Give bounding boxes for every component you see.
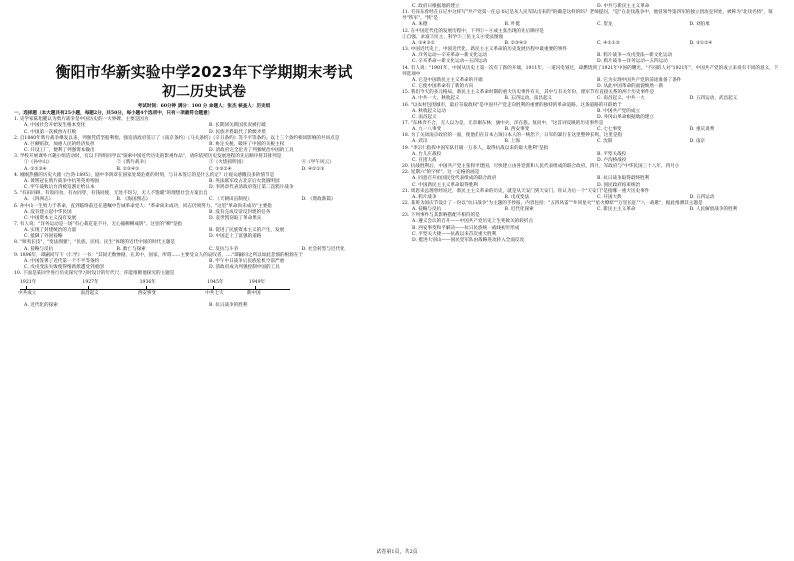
- answer-option: B. 抗日战争取得最终胜利: [597, 176, 650, 182]
- answer-option: D. ③①②④: [689, 40, 713, 46]
- timeline-year: 1945年: [207, 280, 224, 286]
- answer-option: D. 国民政府结束统治: [597, 182, 641, 188]
- answer-option: B. 协定关税，破坏了中国的关税主权: [209, 141, 285, 147]
- answer-option: B. 促进了民族资本主义的产生、发展: [209, 228, 285, 234]
- answer-option: C. ①③②④: [209, 166, 232, 172]
- answer-option: C. 开国大典: [597, 194, 622, 200]
- answer-option: C. 政府日根据地的建立: [412, 4, 460, 9]
- question-text: 18. 为了关闭南京政府的一面，使他们在日本占领日本人的一统治下，日军的暴行在这里整钟长鸣。这里是指: [402, 133, 623, 139]
- answer-option: A. 它是中国新民主主义革命的开端: [412, 77, 483, 83]
- answer-option: B. 五四运动、南昌起义: [504, 96, 553, 102]
- timeline-year: 1921年: [20, 280, 37, 286]
- answer-option: C. 南昌起义、中共一大: [597, 96, 645, 102]
- timeline-tick: [26, 286, 27, 289]
- answer-option: ③《火烧圆明园》: [209, 160, 246, 166]
- answer-option: A. 九一八事变: [412, 127, 442, 133]
- answer-option: D. 井冈山革命根据地的建立: [597, 114, 654, 120]
- answer-option: A. 中共一大、秋收起义: [412, 96, 460, 102]
- option-group: [402, 176, 782, 188]
- answer-option: A. ①②③④: [24, 166, 47, 172]
- answer-option: B. ②③④①: [504, 40, 528, 46]
- answer-option: C. 贺龙: [597, 22, 613, 28]
- right-questions: [402, 4, 782, 244]
- answer-option: B. 西安事变: [504, 127, 530, 133]
- question-text: 9. 1896年，谭嗣同写下《仁学》一书："其间无数惨剧，在其中，国家，所谓......主要受众人的哀叹者，...."谭嗣同之所以如此悲愤的根源在于: [14, 252, 304, 258]
- question-text: 19. "李宗仁指挥中国军队打破一万多人，取得抗战以来的最大胜利"是指: [402, 145, 549, 151]
- answer-option: D. 挺进大别山——国民党军队由战略进攻转入全面反攻: [412, 237, 525, 243]
- answer-option: A. 侵略与反抗: [24, 246, 54, 252]
- answer-option: B. ②③④①: [116, 166, 140, 172]
- answer-option: D. 刘伯承: [689, 22, 710, 28]
- answer-option: ④《甲午风云》: [301, 160, 334, 166]
- answer-option: B. 鸦片战争—戊戌变法—新文化运动: [597, 53, 673, 59]
- exam-title: 衡阳市华新实验中学2023年下学期期末考试: [55, 63, 353, 81]
- timeline-tick: [255, 286, 256, 289]
- answer-option: D. 中国走上了富强的道路: [209, 234, 262, 240]
- question-text: 22. 星期六"的字样"，这一定格的画是: [402, 170, 480, 176]
- exam-subtitle: 初二历史试卷: [162, 84, 246, 100]
- question-text: 10. 下面是某同学进行历史探究学习时设计的年代尺，你能推断他探究的主题是: [14, 271, 175, 277]
- option-group: [14, 123, 394, 135]
- question-text: 2. 自1840年鸦片战争爆发以来，列强凭借坚船利炮，强迫清政府签订了《南京条约》《马关条约》《辛丑条约》等不平等条约。以上三个条约相同影响的共同点是: [14, 135, 340, 141]
- answer-option: A. 鸦片战争: [412, 194, 437, 200]
- question-text: 16. "以农村包围城市，最后夺取政权"是中国共产党走向胜利的重要的独特的革命道路。这条道路的开辟始于: [402, 102, 622, 108]
- question-text: 23. 下列事件与其影响搭配不相符的是: [402, 213, 480, 219]
- answer-option: B. 西安事变和平解决——抗日民族统一战线初步形成: [412, 225, 520, 231]
- option-group: [14, 167, 394, 173]
- answer-option: C. 七七事变: [597, 127, 622, 133]
- timeline-tick: [88, 286, 89, 289]
- answer-option: D. 五四运动、武昌起义: [689, 96, 738, 102]
- answer-option: B. 叶挺: [504, 22, 520, 28]
- answer-option: B. 中国共产党的成立: [597, 108, 641, 114]
- answer-option: B. 它为实现中国共产党的前途准备了条件: [597, 77, 682, 83]
- question-text: 1. 史学家陈旭麓认为鸦片战争是中国历史的一大界碑。主要是因为: [14, 117, 149, 123]
- timeline-event: 新中国: [246, 291, 261, 297]
- answer-option: C. 中国资本主义没有发展: [24, 215, 77, 221]
- answer-option: B. 长期闭关锁国状况被打破: [209, 123, 266, 129]
- answer-option: A. 《四洲志》: [24, 197, 54, 203]
- question-text: 7. 有人说："洋务运动是一场"有心栽花花不开，无心插柳柳成阴"。这里的"柳"是指: [14, 221, 183, 227]
- answer-option: C. 甲午战败后台湾被迫割让给日本: [24, 185, 95, 191]
- question-text: 3. 学校开展课外兴趣小组活动时，有以下四组同学以"探索中国近代历史的影视作品"，请你依照历史发展进程的先后顺序将其排列是: [14, 154, 282, 160]
- option-group: [402, 152, 782, 164]
- answer-option: D. 鸦片战争—洋务运动—五四运动: [597, 59, 668, 65]
- timeline-tick: [146, 286, 147, 289]
- timeline-event: 中共成立: [18, 291, 37, 297]
- answer-option: A. 遵义会议的召开——中国共产党历史上生死攸关的转折点: [412, 219, 534, 225]
- page-footer: 试卷第1页，共2页: [376, 549, 418, 555]
- timeline-event: 南昌起义: [80, 291, 99, 297]
- question-text: 14. 有人说："1901年，中国从历史上第一次有了新的开端，1911年，一道闪电划过，却燃烧到了1921年中国的曙光。"不同的人对"1921年"，中国共产党的成立来说有不同的意义，下列选项中: [402, 65, 779, 77]
- answer-option: B. 抗日战争的胜利: [209, 303, 248, 309]
- answer-option: C. 《天朝田亩制度》: [209, 197, 253, 203]
- answer-option: B. 《海国图志》: [116, 197, 151, 203]
- answer-option: D. 清政府成为列强控制中国的工具: [209, 265, 280, 271]
- option-group: [402, 219, 782, 244]
- answer-option: C. 中国新民主主义革命取得胜利: [412, 182, 478, 188]
- answer-option: D. 卢沟桥战役: [597, 157, 627, 163]
- option-group: [402, 109, 782, 121]
- answer-option: ②《鸦片战争》: [116, 160, 149, 166]
- answer-option: D. 《资政新篇》: [301, 197, 336, 203]
- answer-option: A. 洋务运动—辛亥革命—新文化运动: [412, 53, 488, 59]
- answer-option: B. 戊戌变法: [504, 194, 530, 200]
- left-questions: [14, 117, 394, 277]
- question-text: 11. 毛泽东曾经在日记中这样写"共产党第一任总书记是从人民军队出来的"的确是这样的吗？老师提问，"是"在北伐战争中，他曾领导第四军的独立团攻克何处，被称为"北伐名将"，领导"铁军"。"铁"是: [402, 10, 773, 22]
- question-text: 20. 抗战胜利后，中国共产党主张和平建国，尽快建立由各党派和人民代表组成的联合政府。四月，军政府与"中华民国三十八年，四月小: [402, 164, 680, 170]
- answer-option: A. 朱德: [412, 22, 428, 28]
- option-group: [402, 78, 782, 90]
- option-group: [14, 142, 394, 154]
- answer-option: A. 近代化的探索: [24, 303, 58, 309]
- option-group: [402, 96, 782, 102]
- answer-option: D. 从此中国革命的面貌焕然一新: [597, 84, 664, 90]
- timeline-event: 西安事变: [137, 291, 156, 297]
- answer-option: B. 甲午中日战争后民族危机空前严重: [209, 258, 285, 264]
- answer-option: B. 上海: [504, 139, 520, 145]
- left-tail-questions: [14, 303, 394, 309]
- answer-option: A. 秋收起义运动: [412, 108, 446, 114]
- option-group: [14, 210, 394, 222]
- answer-option: D. 袁世凯窃取了革命果实: [209, 215, 262, 221]
- option-group: [402, 22, 782, 28]
- answer-option: C. 它使中国革命有了新的方向: [412, 84, 474, 90]
- answer-option: C. 抵御了外国侵略: [24, 234, 63, 240]
- answer-option: ①《孙中山》: [24, 160, 52, 166]
- timeline-ruler: [20, 279, 290, 301]
- option-group: [402, 139, 782, 145]
- exam-meta: 考试时间：60分钟 满分：100 分 命题人：张杰 核查人：历史组: [137, 104, 271, 109]
- answer-option: C. 百团大战: [412, 157, 437, 163]
- answer-option: C. 反抗与斗争: [209, 246, 239, 252]
- answer-option: D. 重庆谈判: [689, 127, 715, 133]
- timeline-year: 1936年: [139, 280, 156, 286]
- answer-option: D. 清政府完全沦为了列强统治中国的工具: [209, 148, 294, 154]
- answer-option: C. 沈阳: [597, 139, 613, 145]
- question-text: 21. 周恩来总理曾经说过，新民主主义革命的历史，就是从天安门到天安门。你认为后一个"天安门"是指哪一重大历史事件: [402, 188, 650, 194]
- answer-option: A. 同意召开由国民党代表组成的联合政府: [412, 176, 497, 182]
- answer-option: A. 没有建立起中华民国: [24, 209, 72, 215]
- answer-option: C. 南昌起义: [412, 114, 437, 120]
- right-column: [402, 0, 782, 244]
- question-text: 6. 孙中山一生致力于革命，直到临终前还在遗嘱中告诫革命党人："革命尚未成功，同志仍须努力。"这里"革命尚未成功"主要指: [14, 203, 272, 209]
- answer-option: C. 开设工厂，便利了列强资本输出: [24, 148, 95, 154]
- answer-option: C. 新民主主义革命: [597, 207, 636, 213]
- question-text: 5. "有田同耕，有饭同食，有衣同穿，有钱同使，无处不均匀，无人不饱暖"的理想社会方案出自: [14, 191, 208, 197]
- question-text: 8. "师夷长技"，"变法图强"，"民族、民权、民生"体现的近代中国的时代主题是: [14, 240, 175, 246]
- answer-option: A. 中国签署了近代第一个不平等条约: [24, 258, 100, 264]
- option-group: [14, 179, 394, 191]
- answer-option: A. 武汉: [412, 139, 428, 145]
- option-group: [14, 247, 394, 253]
- answer-option: D. 南京: [689, 139, 706, 145]
- answer-option: A. 黄明冠在鸦片战争中抗英英勇殉国: [24, 178, 100, 184]
- answer-option: D. 中共与新民主主义革命: [597, 4, 650, 9]
- option-group: [402, 53, 782, 65]
- title-block: [14, 62, 394, 102]
- answer-option: C. 戊戌变法失败使得维新派遭受到重创: [24, 265, 104, 271]
- option-group: [14, 303, 394, 309]
- answer-option: A. 实现了封建统治的力量: [24, 228, 77, 234]
- option-group: [14, 197, 394, 203]
- option-group: [14, 259, 394, 271]
- question-text: ①自强、求富②民主、科学③三民主义④变法图强: [402, 34, 504, 40]
- question-text: 17. "东林奔不合，无人以为是，无奈谢东林，旗中兵，洋在旅。复问中，"这首词反映的历史事件是: [402, 120, 604, 126]
- section-heading: 一、选择题（本大题共有25小题，每题2分，共50分，每小题4个选项中，只有一项最符合题意）: [14, 111, 213, 117]
- timeline-year: 1927年: [82, 280, 99, 286]
- question-text: 12. 在中国近代化的发展历程中，下列①～④成主张出现的先后顺序是: [402, 28, 544, 34]
- answer-option: C. ④②①③: [597, 40, 620, 46]
- answer-option: D. 李鸿章代表清政府签订第二次鸦片战争: [209, 185, 294, 191]
- answer-option: A. 侵略与反抗: [412, 207, 442, 213]
- timeline-event: 中共七大: [205, 291, 224, 297]
- answer-option: A. 巨额赔款，加重人民的经济负担: [24, 141, 95, 147]
- answer-option: B. 救亡与探索: [116, 246, 146, 252]
- answer-option: A. 中国社会开始发生根本变化: [24, 123, 86, 129]
- answer-option: D. 五四运动: [689, 194, 715, 200]
- question-text: 4. 刚刚热播的历史大剧《台湾·1895》，剧中李鸿章在国家处境危难的时刻，与日本签订的是什么约定？让观众感慨良多的情节是: [14, 172, 275, 178]
- timeline-tick: [213, 286, 214, 289]
- answer-option: A. 台儿庄战役: [412, 151, 442, 157]
- answer-option: A. ①④③②: [412, 40, 435, 46]
- answer-option: C. 平型关大捷——抗战以来首次重大胜利: [412, 231, 497, 237]
- left-column: [14, 0, 394, 310]
- answer-option: B. 没有完成反帝反封建的任务: [209, 209, 271, 215]
- option-group: [14, 228, 394, 240]
- answer-option: D. 人民解放战争的胜利: [689, 207, 738, 213]
- timeline-year: 1949年: [248, 280, 266, 286]
- question-text: 13. 中国近代史上，中国近代化、新民主主义革命的历史发展历程中最重要的事件: [402, 47, 567, 53]
- answer-option: D. 社会转型与近代化: [301, 246, 345, 252]
- answer-option: B. 英法联军攻占北京后火烧圆明园: [209, 178, 280, 184]
- answer-option: C. 中国第一次被西方打败: [24, 129, 77, 135]
- answer-option: D. 民族矛盾取代了阶级矛盾: [209, 129, 266, 135]
- answer-option: C. 辛亥革命—新文化运动—五四运动: [412, 59, 488, 65]
- answer-option: B. 近代化探索: [504, 207, 534, 213]
- answer-option: B. 平型关战役: [597, 151, 627, 157]
- question-text: 15. 我们今天的多元格局，新民主主义革命时期的重大历史事件有关，其中与有关年份，建军节有直接关系的两个历史事件是: [402, 90, 655, 96]
- answer-option: D. ④②①③: [301, 166, 325, 172]
- question-text: 22. 某班为国庆节设计了一份以"抗日战争"为主题的手抄报，内容包括："五四风雷""井冈星火""星火燎原""万里长征""八一战歌"，据此推测其主题是: [402, 201, 703, 206]
